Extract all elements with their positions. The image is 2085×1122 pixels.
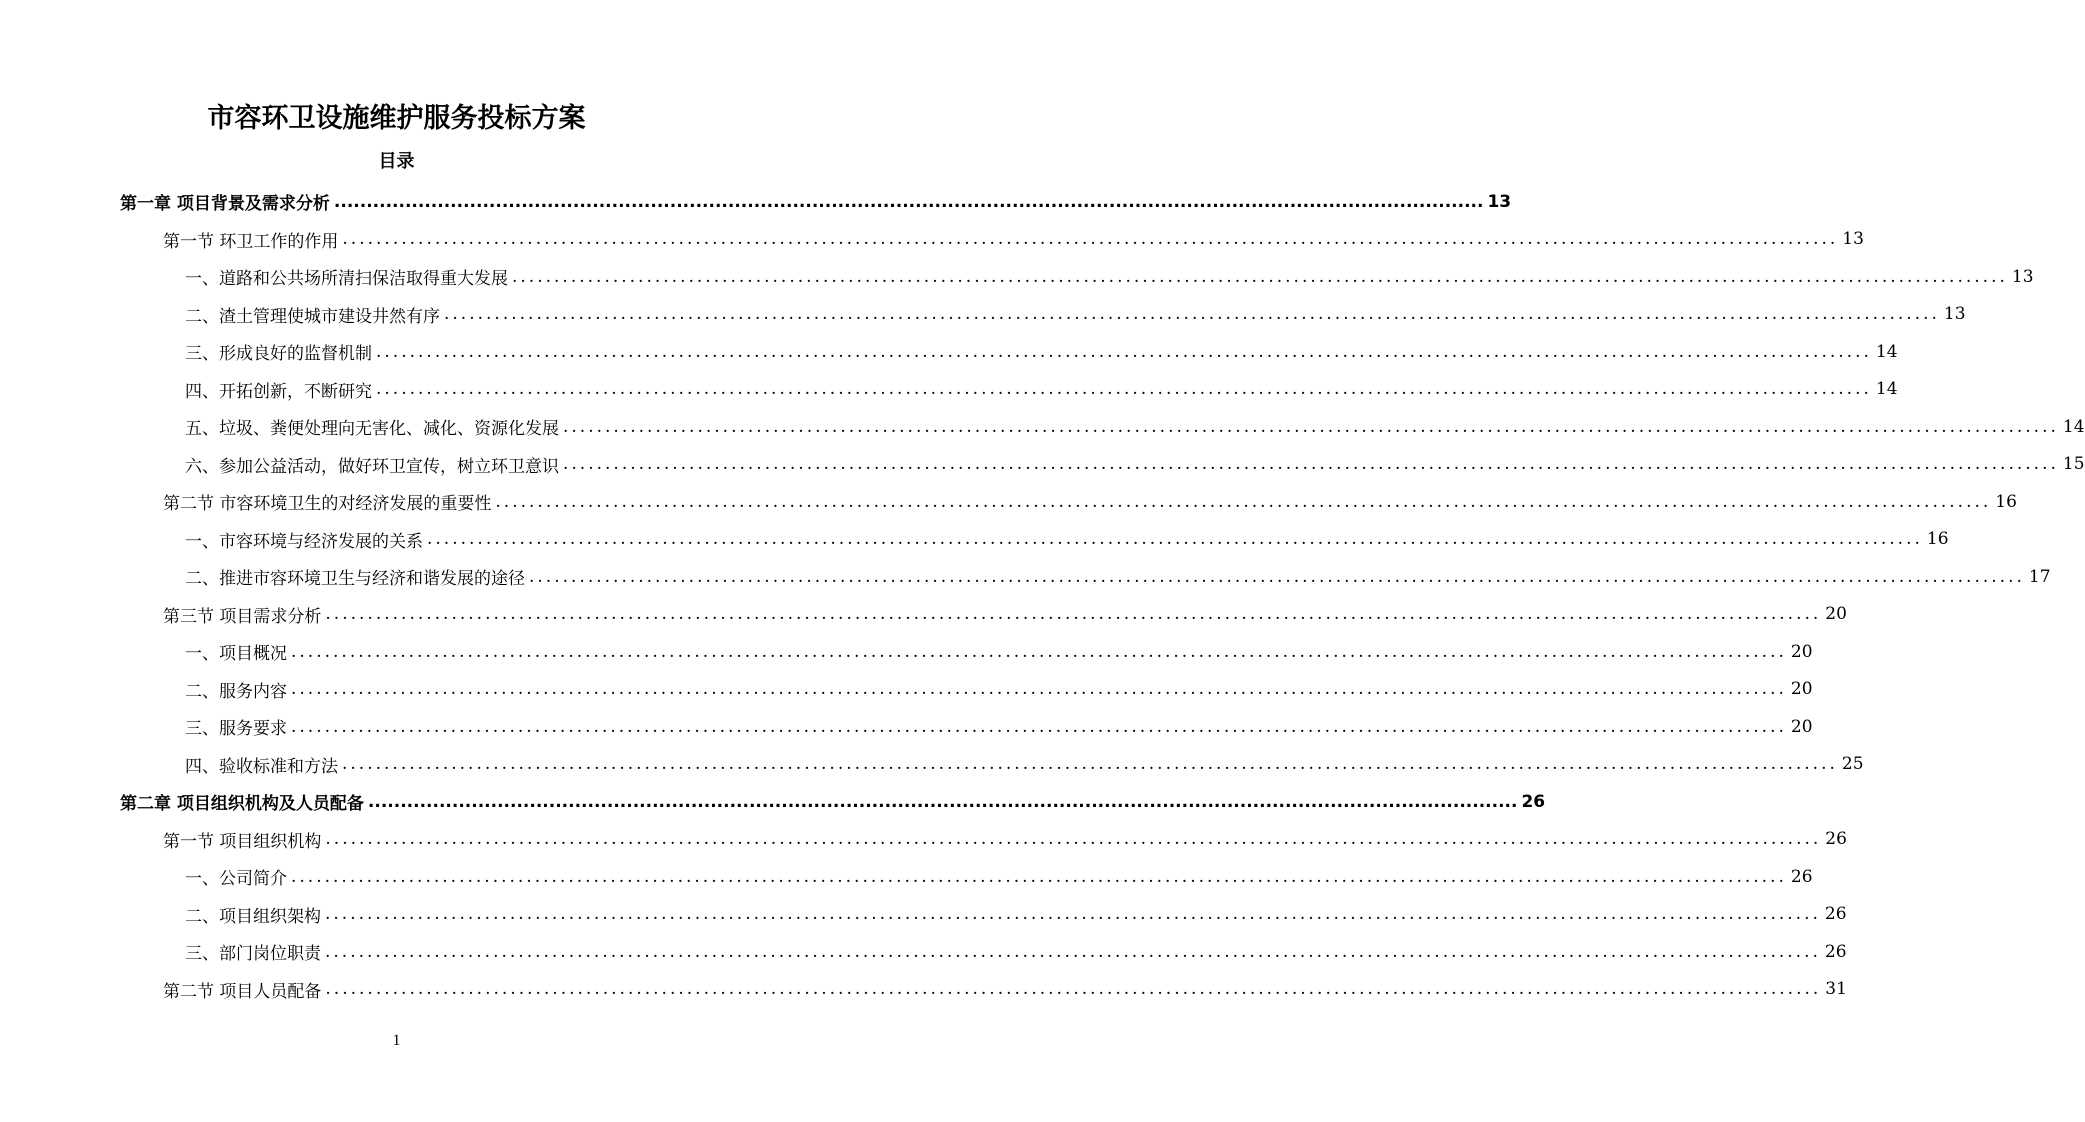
toc-leader: .................................................................................................................................................................................. (563, 454, 2059, 475)
toc-leader: .................................................................................................................................................................................. (495, 491, 1992, 512)
toc-entry[interactable] (185, 633, 1813, 671)
toc-entry-label: 二、渣土管理使城市建设井然有序 (185, 306, 440, 327)
toc-leader: .................................................................................................................................................................................. (342, 229, 1839, 250)
toc-entry[interactable] (185, 371, 1898, 409)
toc-entry-label: 第三节 项目需求分析 (163, 606, 322, 627)
toc-leader: .................................................................................................................................................................................. (563, 416, 2059, 437)
toc-entry-label: 三、部门岗位职责 (185, 944, 321, 965)
toc-entry[interactable] (120, 783, 1546, 821)
toc-entry-page: 20 (1790, 641, 1813, 662)
toc-entry[interactable] (185, 446, 2085, 484)
toc-entry-page: 31 (1825, 979, 1847, 1000)
toc-leader: .................................................................................................................................................................................. (529, 566, 2025, 587)
toc-entry[interactable] (185, 858, 1813, 896)
toc-entry[interactable] (185, 896, 1847, 934)
toc-entry[interactable] (163, 483, 2017, 521)
toc-entry-page: 25 (1841, 754, 1864, 775)
toc-leader: .................................................................................................................................................................................. (333, 191, 1484, 212)
toc-entry[interactable] (185, 333, 1898, 371)
toc-entry[interactable] (163, 221, 1864, 259)
toc-entry-page: 17 (2028, 566, 2051, 587)
toc-leader: .................................................................................................................................................................................. (325, 829, 1822, 850)
toc-entry-page: 26 (1824, 904, 1847, 925)
toc-entry[interactable] (163, 821, 1847, 859)
toc-leader: .................................................................................................................................................................................. (512, 266, 2008, 287)
toc-entry-page: 15 (2062, 454, 2085, 475)
toc-entry-page: 20 (1790, 716, 1813, 737)
toc-entry-label: 一、公司简介 (185, 869, 287, 890)
toc-entry-page: 14 (1875, 341, 1898, 362)
toc-entry[interactable] (185, 671, 1813, 709)
toc-leader: .................................................................................................................................................................................. (291, 866, 1787, 887)
toc-entry-label: 二、推进市容环境卫生与经济和谐发展的途径 (185, 569, 525, 590)
toc-entry-label: 第二节 项目人员配备 (163, 981, 322, 1002)
toc-entry-label: 第二节 市容环境卫生的对经济发展的重要性 (163, 494, 492, 515)
toc-entry-label: 六、参加公益活动，做好环卫宣传，树立环卫意识 (185, 456, 559, 477)
toc-entry[interactable] (185, 558, 2051, 596)
toc-entry-label: 二、服务内容 (185, 681, 287, 702)
toc-entry-page: 26 (1824, 941, 1847, 962)
toc-entry-label: 第一节 项目组织机构 (163, 831, 322, 852)
toc-leader: .................................................................................................................................................................................. (376, 379, 1872, 400)
toc-entry-page: 26 (1521, 791, 1546, 812)
toc-entry-label: 五、垃圾、粪便处理向无害化、减化、资源化发展 (185, 419, 559, 440)
toc-entry-label: 第二章 项目组织机构及人员配备 (120, 794, 364, 815)
toc-leader: .................................................................................................................................................................................. (427, 529, 1923, 550)
toc-entry-label: 四、开拓创新，不断研究 (185, 381, 372, 402)
toc-entry-page: 13 (1487, 191, 1512, 212)
toc-leader: .................................................................................................................................................................................. (325, 604, 1822, 625)
toc-entry[interactable] (163, 971, 1847, 1009)
toc-entry-page: 26 (1790, 866, 1813, 887)
toc-leader: .................................................................................................................................................................................. (291, 641, 1787, 662)
toc-entry-label: 三、服务要求 (185, 719, 287, 740)
toc-entry-page: 20 (1790, 679, 1813, 700)
toc-entry-page: 13 (1842, 229, 1864, 250)
toc-entry-page: 20 (1825, 604, 1847, 625)
toc-entry[interactable] (185, 746, 1864, 784)
toc-entry-page: 16 (1995, 491, 2017, 512)
toc-heading: 目录 (378, 151, 415, 172)
toc-leader: .................................................................................................................................................................................. (325, 904, 1821, 925)
toc-entry-label: 一、项目概况 (185, 644, 287, 665)
toc-leader: .................................................................................................................................................................................. (367, 791, 1518, 812)
document-title: 市容环卫设施维护服务投标方案 (207, 103, 586, 134)
toc-entry-label: 第一节 环卫工作的作用 (163, 231, 339, 252)
toc-entry-page: 26 (1825, 829, 1847, 850)
toc-entry-label: 四、验收标准和方法 (185, 756, 338, 777)
toc-entry[interactable] (120, 183, 1512, 221)
toc-entry[interactable] (185, 708, 1813, 746)
toc-entry-page: 14 (2062, 416, 2085, 437)
toc-entry-page: 16 (1926, 529, 1949, 550)
toc-entry-page: 14 (1875, 379, 1898, 400)
toc-entry-label: 三、形成良好的监督机制 (185, 344, 372, 365)
toc-leader: .................................................................................................................................................................................. (444, 304, 1940, 325)
toc-entry[interactable] (185, 258, 2034, 296)
toc-leader: .................................................................................................................................................................................. (291, 679, 1787, 700)
toc-entry-page: 13 (2011, 266, 2034, 287)
toc-entry-label: 一、道路和公共场所清扫保洁取得重大发展 (185, 269, 508, 290)
toc-leader: .................................................................................................................................................................................. (325, 941, 1821, 962)
toc-entry-label: 第一章 项目背景及需求分析 (120, 194, 330, 215)
toc-entry-label: 二、项目组织架构 (185, 906, 321, 927)
toc-leader: .................................................................................................................................................................................. (376, 341, 1872, 362)
toc-entry[interactable] (163, 596, 1847, 634)
toc-entry[interactable] (185, 521, 1949, 559)
toc-entry-label: 一、市容环境与经济发展的关系 (185, 531, 423, 552)
toc-entry[interactable] (185, 296, 1966, 334)
toc-entry[interactable] (185, 933, 1847, 971)
toc-leader: .................................................................................................................................................................................. (342, 754, 1838, 775)
page-number: 1 (392, 1032, 401, 1049)
toc-entry-page: 13 (1943, 304, 1966, 325)
toc-entry[interactable] (185, 408, 2085, 446)
toc-leader: .................................................................................................................................................................................. (325, 979, 1822, 1000)
toc-leader: .................................................................................................................................................................................. (291, 716, 1787, 737)
